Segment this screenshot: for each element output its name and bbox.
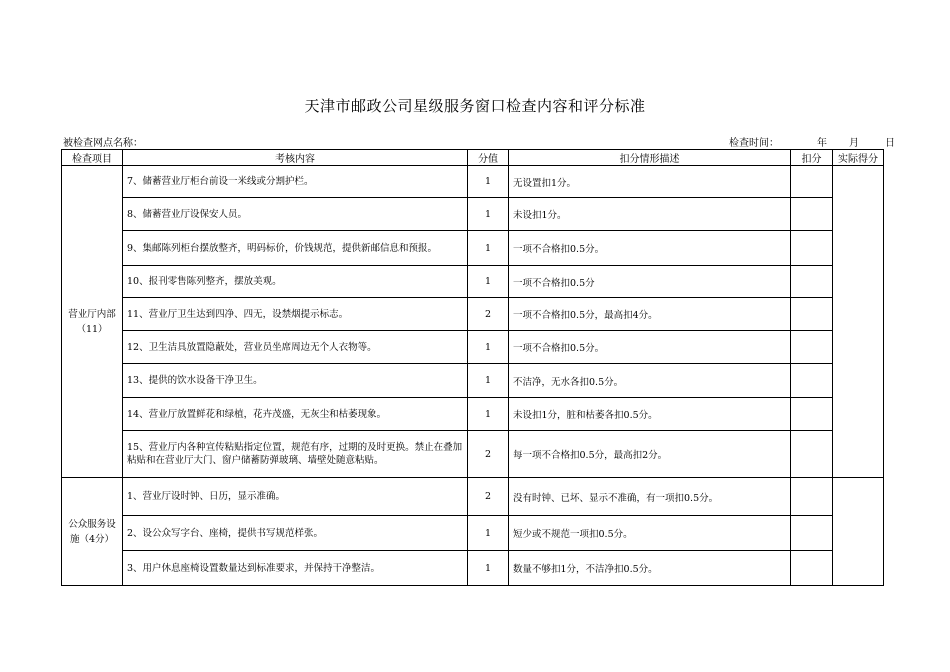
deduction-desc-cell: 数量不够扣1分，不洁净扣0.5分。 bbox=[509, 551, 791, 586]
deduction-cell[interactable] bbox=[791, 478, 833, 516]
deduction-desc-cell: 一项不合格扣0.5分。 bbox=[509, 331, 791, 364]
deduction-desc-cell: 没有时钟、已坏、显示不准确，有一项扣0.5分。 bbox=[509, 478, 791, 516]
score-cell: 1 bbox=[468, 398, 509, 431]
year-label: 年 bbox=[817, 138, 827, 149]
score-cell: 2 bbox=[468, 478, 509, 516]
deduction-cell[interactable] bbox=[791, 298, 833, 331]
deduction-cell[interactable] bbox=[791, 266, 833, 298]
deduction-cell[interactable] bbox=[791, 166, 833, 198]
score-cell: 1 bbox=[468, 331, 509, 364]
table-row bbox=[62, 231, 884, 266]
deduction-desc-cell: 一项不合格扣0.5分，最高扣4分。 bbox=[509, 298, 791, 331]
month-label: 月 bbox=[849, 138, 859, 149]
content-cell: 9、集邮陈列柜台摆放整齐，明码标价，价钱规范，提供新邮信息和预报。 bbox=[123, 231, 468, 266]
table-row bbox=[62, 298, 884, 331]
header-item: 检查项目 bbox=[62, 150, 123, 166]
content-cell: 12、卫生洁具放置隐蔽处，营业员坐席周边无个人衣物等。 bbox=[123, 331, 468, 364]
deduction-desc-cell: 无设置扣1分。 bbox=[509, 166, 791, 198]
header-deduction-desc: 扣分情形描述 bbox=[509, 150, 791, 166]
score-cell: 1 bbox=[468, 364, 509, 398]
table-row bbox=[62, 551, 884, 586]
content-cell: 3、用户休息座椅设置数量达到标准要求，并保持干净整洁。 bbox=[123, 551, 468, 586]
content-cell: 15、营业厅内各种宣传粘贴指定位置，规范有序，过期的及时更换。禁止在叠加粘贴和在营业厅大门、窗户储蓄防弹玻璃、墙壁处随意粘贴。 bbox=[123, 431, 468, 478]
score-cell: 1 bbox=[468, 198, 509, 231]
table-row bbox=[62, 478, 884, 516]
page-title: 天津市邮政公司星级服务窗口检查内容和评分标准 bbox=[304, 97, 646, 115]
deduction-desc-cell: 每一项不合格扣0.5分，最高扣2分。 bbox=[509, 431, 791, 478]
content-cell: 13、提供的饮水设备干净卫生。 bbox=[123, 364, 468, 398]
content-cell: 10、报刊零售陈列整齐，摆放美观。 bbox=[123, 266, 468, 298]
table-row bbox=[62, 166, 884, 198]
outlet-name-label: 被检查网点名称： bbox=[63, 138, 143, 149]
deduction-cell[interactable] bbox=[791, 431, 833, 478]
table-row bbox=[62, 266, 884, 298]
header-deduction: 扣分 bbox=[791, 150, 833, 166]
content-cell: 2、设公众写字台、座椅，提供书写规范样张。 bbox=[123, 516, 468, 551]
table-row bbox=[62, 198, 884, 231]
content-cell: 1、营业厅设时钟、日历，显示准确。 bbox=[123, 478, 468, 516]
content-cell: 8、储蓄营业厅设保安人员。 bbox=[123, 198, 468, 231]
deduction-desc-cell: 一项不合格扣0.5分 bbox=[509, 266, 791, 298]
deduction-cell[interactable] bbox=[791, 516, 833, 551]
header-score: 分值 bbox=[468, 150, 509, 166]
deduction-cell[interactable] bbox=[791, 364, 833, 398]
score-cell: 1 bbox=[468, 551, 509, 586]
table-row bbox=[62, 431, 884, 478]
score-cell: 2 bbox=[468, 431, 509, 478]
score-cell: 1 bbox=[468, 266, 509, 298]
category-cell: 营业厅内部（11） bbox=[62, 166, 123, 478]
table-row bbox=[62, 398, 884, 431]
header-actual-score: 实际得分 bbox=[833, 150, 884, 166]
deduction-desc-cell: 未设扣1分，脏和枯萎各扣0.5分。 bbox=[509, 398, 791, 431]
deduction-desc-cell: 不洁净，无水各扣0.5分。 bbox=[509, 364, 791, 398]
content-cell: 14、营业厅放置鲜花和绿植，花卉茂盛，无灰尘和枯萎现象。 bbox=[123, 398, 468, 431]
score-cell: 1 bbox=[468, 516, 509, 551]
day-label: 日 bbox=[885, 138, 895, 149]
actual-score-cell[interactable] bbox=[833, 478, 884, 586]
table-row bbox=[62, 331, 884, 364]
deduction-cell[interactable] bbox=[791, 551, 833, 586]
content-cell: 11、营业厅卫生达到四净、四无，设禁烟提示标志。 bbox=[123, 298, 468, 331]
category-cell: 公众服务设施（4分） bbox=[62, 478, 123, 586]
inspection-time-label: 检查时间： bbox=[729, 138, 779, 149]
table-row bbox=[62, 516, 884, 551]
table-row bbox=[62, 364, 884, 398]
actual-score-cell[interactable] bbox=[833, 166, 884, 478]
deduction-cell[interactable] bbox=[791, 331, 833, 364]
header-content: 考核内容 bbox=[123, 150, 468, 166]
score-cell: 1 bbox=[468, 231, 509, 266]
deduction-desc-cell: 一项不合格扣0.5分。 bbox=[509, 231, 791, 266]
deduction-desc-cell: 未设扣1分。 bbox=[509, 198, 791, 231]
scoring-table bbox=[61, 149, 884, 586]
score-cell: 2 bbox=[468, 298, 509, 331]
deduction-desc-cell: 短少或不规范一项扣0.5分。 bbox=[509, 516, 791, 551]
inspection-time bbox=[729, 134, 895, 149]
score-cell: 1 bbox=[468, 166, 509, 198]
deduction-cell[interactable] bbox=[791, 198, 833, 231]
content-cell: 7、储蓄营业厅柜台前设一米线或分割护栏。 bbox=[123, 166, 468, 198]
deduction-cell[interactable] bbox=[791, 231, 833, 266]
deduction-cell[interactable] bbox=[791, 398, 833, 431]
